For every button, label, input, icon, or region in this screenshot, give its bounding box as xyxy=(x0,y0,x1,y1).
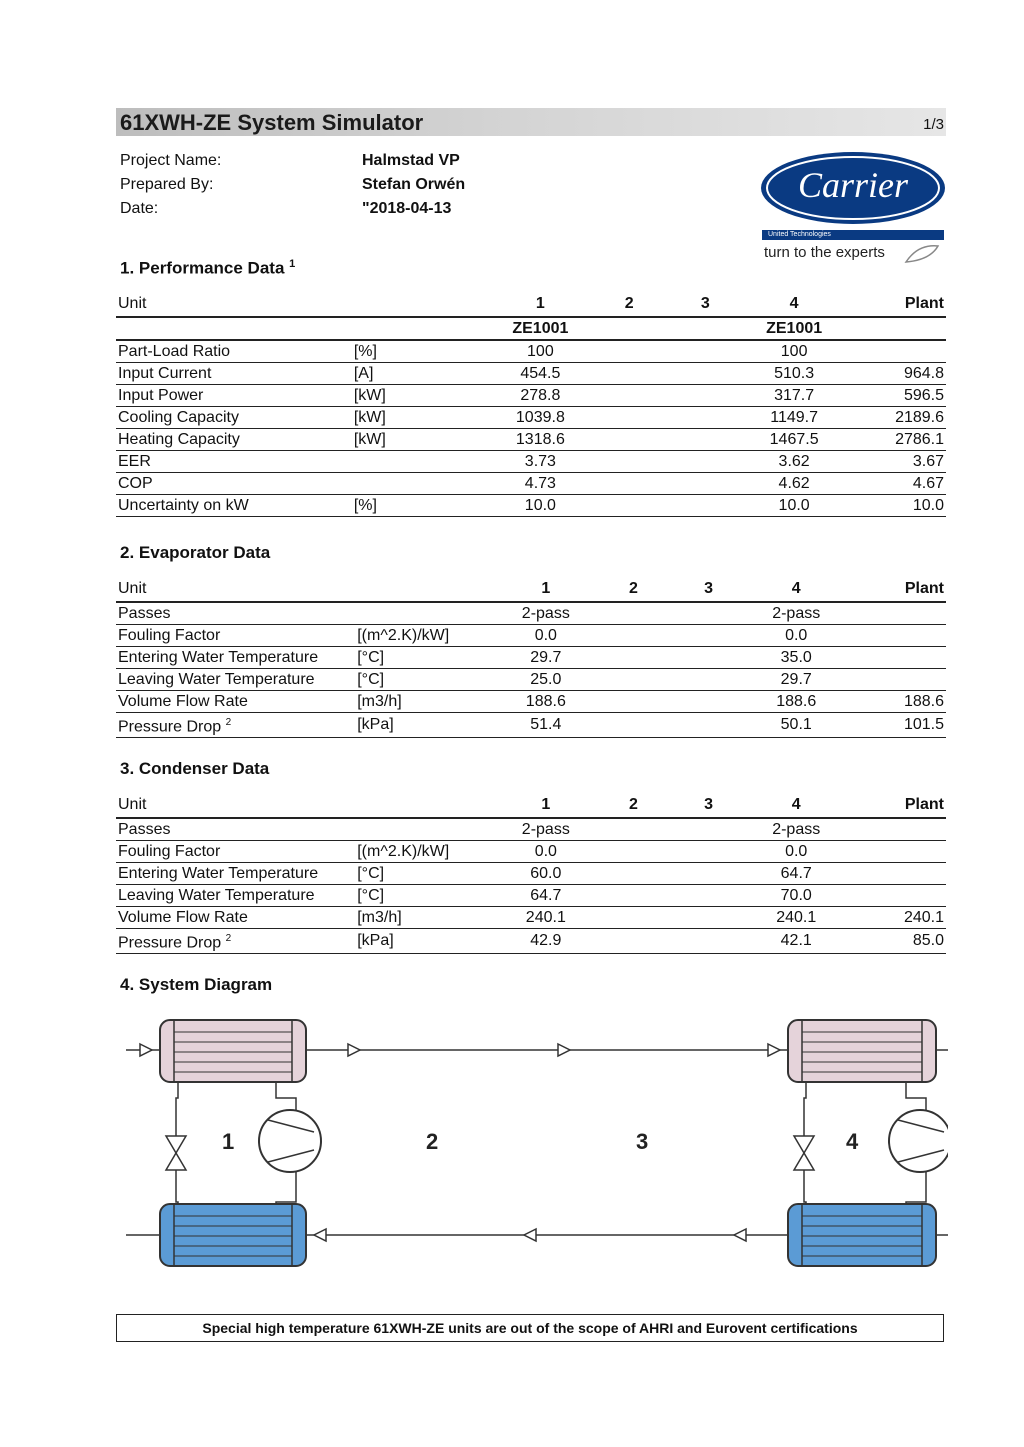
row-unit xyxy=(352,473,490,495)
value-plant: 240.1 xyxy=(846,907,946,929)
value-unit-3 xyxy=(667,340,743,363)
value-unit-1: 100 xyxy=(490,340,591,363)
value-unit-3 xyxy=(671,602,746,625)
value-unit-2 xyxy=(596,907,671,929)
row-label: Volume Flow Rate xyxy=(116,907,355,929)
row-label: Part-Load Ratio xyxy=(116,340,352,363)
row-label: Cooling Capacity xyxy=(116,407,352,429)
value-unit-3 xyxy=(667,429,743,451)
diagram-unit-2-label: 2 xyxy=(426,1129,439,1154)
model-unit-1: ZE1001 xyxy=(490,317,591,340)
value-unit-4: 100 xyxy=(743,340,844,363)
value-unit-4: 2-pass xyxy=(746,818,846,841)
expansion-valve-4-icon xyxy=(794,1136,814,1170)
value-unit-4: 2-pass xyxy=(746,602,846,625)
value-unit-3 xyxy=(671,647,746,669)
table-row xyxy=(116,863,946,885)
row-label: Leaving Water Temperature xyxy=(116,885,355,907)
value-unit-4: 240.1 xyxy=(746,907,846,929)
row-label: Leaving Water Temperature xyxy=(116,669,355,691)
carrier-logo xyxy=(758,150,948,272)
value-unit-2 xyxy=(596,929,671,954)
value-plant xyxy=(846,863,946,885)
evaporator-table xyxy=(116,577,946,738)
value-unit-3 xyxy=(667,407,743,429)
value-unit-1: 2-pass xyxy=(496,602,596,625)
value-unit-1: 64.7 xyxy=(496,885,596,907)
page-title: 61XWH-ZE System Simulator xyxy=(120,110,424,135)
table-row xyxy=(116,713,946,738)
value-unit-3 xyxy=(671,691,746,713)
row-unit: [(m^2.K)/kW] xyxy=(355,625,495,647)
plant-header: Plant xyxy=(904,796,944,813)
value-unit-1: 2-pass xyxy=(496,818,596,841)
value-unit-3 xyxy=(671,885,746,907)
value-plant: 2189.6 xyxy=(845,407,946,429)
value-unit-3 xyxy=(667,385,743,407)
row-unit: [°C] xyxy=(355,885,495,907)
value-plant: 101.5 xyxy=(846,713,946,738)
value-plant: 3.67 xyxy=(845,451,946,473)
row-unit xyxy=(352,451,490,473)
row-unit: [°C] xyxy=(355,863,495,885)
value-unit-4: 42.1 xyxy=(746,929,846,954)
value-unit-2 xyxy=(591,429,667,451)
row-unit: [%] xyxy=(352,340,490,363)
value-unit-2 xyxy=(596,669,671,691)
value-unit-2 xyxy=(591,340,667,363)
row-label: Passes xyxy=(116,818,355,841)
row-label: Entering Water Temperature xyxy=(116,863,355,885)
parent-company-band: United Technologies xyxy=(762,230,944,240)
value-plant: 596.5 xyxy=(845,385,946,407)
value-unit-1: 240.1 xyxy=(496,907,596,929)
table-row xyxy=(116,625,946,647)
row-unit: [m3/h] xyxy=(355,907,495,929)
value-unit-1: 51.4 xyxy=(496,713,596,738)
model-unit-4: ZE1001 xyxy=(743,317,844,340)
value-plant xyxy=(845,340,946,363)
value-unit-3 xyxy=(671,669,746,691)
value-plant xyxy=(846,602,946,625)
value-unit-3 xyxy=(671,929,746,954)
table-header-row xyxy=(116,577,946,602)
value-unit-3 xyxy=(667,473,743,495)
row-label: Volume Flow Rate xyxy=(116,691,355,713)
logo-tagline: turn to the experts xyxy=(764,244,885,261)
row-unit: [kPa] xyxy=(355,713,495,738)
leaf-icon xyxy=(904,242,940,264)
row-unit: [kW] xyxy=(352,429,490,451)
value-unit-2 xyxy=(596,647,671,669)
row-label: Input Current xyxy=(116,363,352,385)
row-unit: [kW] xyxy=(352,407,490,429)
table-header-row xyxy=(116,292,946,317)
performance-section-title: 1. Performance Data $^1$ xyxy=(120,258,296,278)
value-unit-3 xyxy=(667,495,743,517)
value-unit-1: 278.8 xyxy=(490,385,591,407)
condenser-1-icon xyxy=(160,1020,306,1082)
col-3-header: 3 xyxy=(704,796,714,813)
table-row xyxy=(116,407,946,429)
col-2-header: 2 xyxy=(629,580,638,597)
value-unit-1: 1039.8 xyxy=(490,407,591,429)
value-unit-1: 4.73 xyxy=(490,473,591,495)
row-unit: [°C] xyxy=(355,669,495,691)
value-unit-1: 42.9 xyxy=(496,929,596,954)
value-plant xyxy=(846,669,946,691)
table-row xyxy=(116,385,946,407)
value-unit-4: 64.7 xyxy=(746,863,846,885)
plant-header: Plant xyxy=(904,295,944,312)
expansion-valve-1-icon xyxy=(166,1136,186,1170)
unit-header: Unit xyxy=(118,295,147,312)
carrier-brand-text: Carrier xyxy=(797,165,909,205)
value-unit-2 xyxy=(591,407,667,429)
row-label: Input Power xyxy=(116,385,352,407)
value-unit-4: 3.62 xyxy=(743,451,844,473)
value-unit-1: 10.0 xyxy=(490,495,591,517)
row-label: Uncertainty on kW xyxy=(116,495,352,517)
value-unit-2 xyxy=(596,818,671,841)
table-row xyxy=(116,495,946,517)
row-unit: [m3/h] xyxy=(355,691,495,713)
evaporator-4-icon xyxy=(788,1204,936,1266)
value-unit-1: 29.7 xyxy=(496,647,596,669)
value-unit-4: 1149.7 xyxy=(743,407,844,429)
date-value: "2018-04-13 xyxy=(362,200,452,217)
value-unit-4: 4.62 xyxy=(743,473,844,495)
prepared-by-value: Stefan Orwén xyxy=(362,176,466,193)
condenser-section-title: 3. Condenser Data xyxy=(120,759,270,778)
row-unit: [(m^2.K)/kW] xyxy=(355,841,495,863)
row-unit xyxy=(355,818,495,841)
value-unit-2 xyxy=(596,691,671,713)
value-unit-2 xyxy=(596,625,671,647)
value-plant xyxy=(846,625,946,647)
value-unit-4: 0.0 xyxy=(746,841,846,863)
row-unit: [kW] xyxy=(352,385,490,407)
row-unit xyxy=(355,602,495,625)
col-3-header: 3 xyxy=(704,580,714,597)
performance-table xyxy=(116,292,946,517)
value-unit-3 xyxy=(667,451,743,473)
value-plant xyxy=(846,647,946,669)
value-unit-4: 29.7 xyxy=(746,669,846,691)
value-unit-4: 10.0 xyxy=(743,495,844,517)
row-label: Heating Capacity xyxy=(116,429,352,451)
value-unit-1: 3.73 xyxy=(490,451,591,473)
value-unit-2 xyxy=(596,885,671,907)
compressor-1-icon xyxy=(259,1110,321,1172)
value-plant: 85.0 xyxy=(846,929,946,954)
value-unit-1: 60.0 xyxy=(496,863,596,885)
col-1-header: 1 xyxy=(541,796,551,813)
value-unit-3 xyxy=(667,363,743,385)
row-label: Fouling Factor xyxy=(116,625,355,647)
value-plant xyxy=(846,885,946,907)
value-unit-3 xyxy=(671,907,746,929)
table-row xyxy=(116,647,946,669)
value-plant xyxy=(846,841,946,863)
value-unit-3 xyxy=(671,818,746,841)
value-unit-4: 50.1 xyxy=(746,713,846,738)
plant-header: Plant xyxy=(904,580,944,597)
col-3-header: 3 xyxy=(700,295,710,312)
condenser-table xyxy=(116,793,946,954)
row-label: Fouling Factor xyxy=(116,841,355,863)
value-unit-1: 188.6 xyxy=(496,691,596,713)
row-label: Passes xyxy=(116,602,355,625)
row-label: Pressure Drop $^2$ xyxy=(116,929,355,954)
col-2-header: 2 xyxy=(624,295,634,312)
table-row xyxy=(116,451,946,473)
prepared-by-label: Prepared By: xyxy=(120,176,214,193)
value-unit-2 xyxy=(591,473,667,495)
compressor-4-icon xyxy=(889,1110,948,1172)
value-unit-4: 510.3 xyxy=(743,363,844,385)
value-unit-1: 0.0 xyxy=(496,625,596,647)
table-row xyxy=(116,885,946,907)
condenser-4-icon xyxy=(788,1020,936,1082)
diagram-unit-3-label: 3 xyxy=(636,1129,649,1154)
table-row xyxy=(116,340,946,363)
value-unit-1: 454.5 xyxy=(490,363,591,385)
table-row xyxy=(116,907,946,929)
table-header-row xyxy=(116,793,946,818)
value-unit-3 xyxy=(671,625,746,647)
value-unit-3 xyxy=(671,863,746,885)
footnote-marker: 2 xyxy=(225,933,232,944)
diagram-section-title: 4. System Diagram xyxy=(120,975,273,994)
model-row xyxy=(116,317,946,340)
table-row xyxy=(116,929,946,954)
table-row xyxy=(116,841,946,863)
value-unit-2 xyxy=(591,385,667,407)
value-unit-2 xyxy=(591,451,667,473)
row-label: Pressure Drop $^2$ xyxy=(116,713,355,738)
value-unit-1: 25.0 xyxy=(496,669,596,691)
col-4-header: 4 xyxy=(791,796,801,813)
value-plant: 2786.1 xyxy=(845,429,946,451)
row-unit: [°C] xyxy=(355,647,495,669)
table-row xyxy=(116,363,946,385)
value-unit-2 xyxy=(591,495,667,517)
row-unit: [A] xyxy=(352,363,490,385)
row-unit: [kPa] xyxy=(355,929,495,954)
value-unit-4: 1467.5 xyxy=(743,429,844,451)
value-unit-3 xyxy=(671,713,746,738)
value-unit-1: 0.0 xyxy=(496,841,596,863)
value-plant: 10.0 xyxy=(845,495,946,517)
col-1-header: 1 xyxy=(535,295,545,312)
value-plant xyxy=(846,818,946,841)
row-label: COP xyxy=(116,473,352,495)
col-2-header: 2 xyxy=(629,796,638,813)
evaporator-1-icon xyxy=(160,1204,306,1266)
value-plant: 188.6 xyxy=(846,691,946,713)
project-name-value: Halmstad VP xyxy=(362,152,460,169)
col-1-header: 1 xyxy=(541,580,551,597)
unit-header: Unit xyxy=(118,796,147,813)
value-unit-1: 1318.6 xyxy=(490,429,591,451)
col-4-header: 4 xyxy=(789,295,799,312)
page-number: 1/3 xyxy=(923,116,944,133)
table-row xyxy=(116,691,946,713)
table-row xyxy=(116,473,946,495)
value-unit-2 xyxy=(596,602,671,625)
value-unit-4: 188.6 xyxy=(746,691,846,713)
unit-header: Unit xyxy=(118,580,147,597)
value-plant: 4.67 xyxy=(845,473,946,495)
table-row xyxy=(116,818,946,841)
certification-disclaimer: Special high temperature 61XWH-ZE units are out of the scope of AHRI and Eurovent certifications xyxy=(116,1314,944,1342)
value-unit-4: 70.0 xyxy=(746,885,846,907)
value-unit-4: 317.7 xyxy=(743,385,844,407)
value-unit-2 xyxy=(591,363,667,385)
value-unit-4: 0.0 xyxy=(746,625,846,647)
footnote-marker: 2 xyxy=(225,717,232,728)
table-row xyxy=(116,429,946,451)
value-unit-2 xyxy=(596,713,671,738)
system-diagram xyxy=(116,1010,948,1280)
value-unit-4: 35.0 xyxy=(746,647,846,669)
diagram-unit-4-label: 4 xyxy=(846,1129,859,1154)
table-row xyxy=(116,602,946,625)
row-label: EER xyxy=(116,451,352,473)
row-unit: [%] xyxy=(352,495,490,517)
date-label: Date: xyxy=(120,200,159,217)
table-row xyxy=(116,669,946,691)
value-unit-2 xyxy=(596,863,671,885)
value-plant: 964.8 xyxy=(845,363,946,385)
row-label: Entering Water Temperature xyxy=(116,647,355,669)
value-unit-2 xyxy=(596,841,671,863)
diagram-unit-1-label: 1 xyxy=(222,1129,235,1154)
col-4-header: 4 xyxy=(791,580,801,597)
project-name-label: Project Name: xyxy=(120,152,222,169)
value-unit-3 xyxy=(671,841,746,863)
evaporator-section-title: 2. Evaporator Data xyxy=(120,543,271,562)
